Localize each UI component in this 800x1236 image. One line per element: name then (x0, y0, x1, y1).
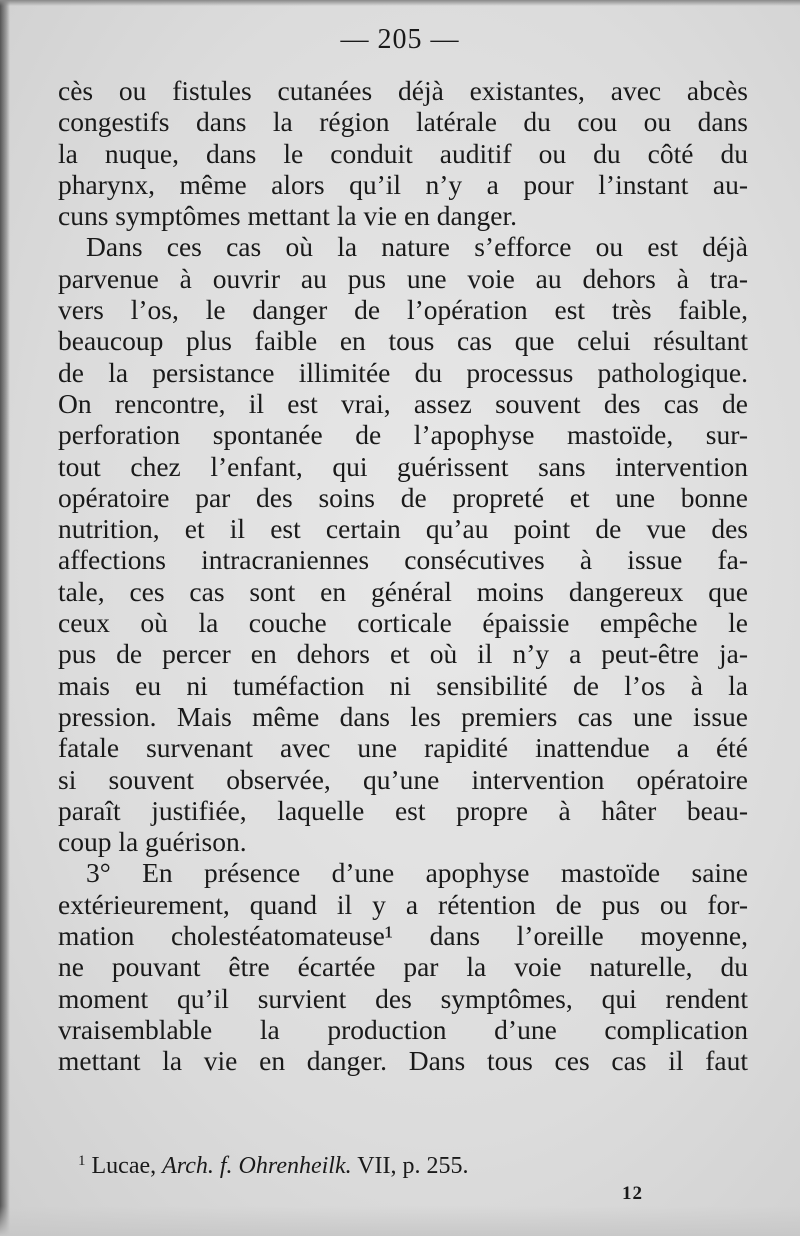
text-line: Dans ces cas où la nature s’efforce ou est déjà (86, 231, 748, 263)
text-line: extérieurement, quand il y a rétention de pus ou for- (58, 888, 748, 920)
text-line: moment qu’il survient des symptômes, qui rendent (58, 982, 748, 1014)
text-line: cès ou fistules cutanées déjà existantes, avec abcès (58, 75, 748, 106)
footnote-author: Lucae, (91, 1153, 157, 1179)
text-line: pression. Mais même dans les premiers cas une issue (58, 700, 748, 732)
text-line: de la persistance illimitée du processus pathologique. (58, 356, 748, 388)
page-bottom-shade (0, 1206, 800, 1236)
signature-mark: 12 (622, 1183, 643, 1204)
text-line: ceux où la couche corticale épaissie empêche le (58, 607, 748, 639)
footnote-reference: VII, p. 255. (357, 1153, 469, 1179)
text-line: On rencontre, il est vrai, assez souvent des cas de (58, 387, 748, 419)
text-line: vraisemblable la production d’une complication (58, 1013, 748, 1045)
text-line: ne pouvant être écartée par la voie naturelle, du (58, 951, 748, 983)
text-line: beaucoup plus faible en tous cas que celui résultant (58, 325, 748, 357)
text-line: tale, ces cas sont en général moins dangereux que (58, 575, 748, 607)
text-line: parvenue à ouvrir au pus une voie au dehors à tra- (58, 262, 748, 294)
text-line: la nuque, dans le conduit auditif ou du côté du (58, 137, 748, 169)
text-line: mation cholestéatomateuse¹ dans l’oreille moyenne, (58, 920, 748, 952)
text-line: mettant la vie en danger. Dans tous ces cas il faut (58, 1045, 748, 1077)
text-line: fatale survenant avec une rapidité inattendue a été (58, 732, 748, 764)
text-line: affections intracraniennes consécutives à issue fa- (58, 544, 748, 576)
text-line: tout chez l’enfant, qui guérissent sans intervention (58, 450, 748, 482)
body-text (58, 75, 748, 1077)
text-line: vers l’os, le danger de l’opération est très faible, (58, 294, 748, 326)
text-line: opératoire par des soins de propreté et une bonne (58, 481, 748, 513)
page-number: — 205 — (340, 24, 460, 55)
text-line: pharynx, même alors qu’il n’y a pour l’instant au- (58, 168, 748, 200)
text-line: nutrition, et il est certain qu’au point de vue des (58, 513, 748, 545)
footnote (78, 1153, 469, 1180)
text-line: perforation spontanée de l’apophyse mastoïde, sur- (58, 419, 748, 451)
text-line: coup la guérison. (58, 826, 247, 858)
text-line: 3° En présence d’une apophyse mastoïde saine (86, 857, 748, 889)
text-line: mais eu ni tuméfaction ni sensibilité de l’os à la (58, 669, 748, 701)
page-gutter-shadow (0, 0, 10, 1236)
text-line: paraît justifiée, laquelle est propre à hâter beau- (58, 794, 748, 826)
text-line: congestifs dans la région latérale du cou ou dans (58, 106, 748, 138)
text-line: pus de percer en dehors et où il n’y a peut-être ja- (58, 638, 748, 670)
page-top-shadow (0, 0, 800, 6)
footnote-marker: 1 (78, 1153, 86, 1169)
footnote-journal: Arch. f. Ohrenheilk. (162, 1153, 352, 1179)
text-line: si souvent observée, qu’une intervention opératoire (58, 763, 748, 795)
text-line: cuns symptômes mettant la vie en danger. (58, 200, 517, 232)
